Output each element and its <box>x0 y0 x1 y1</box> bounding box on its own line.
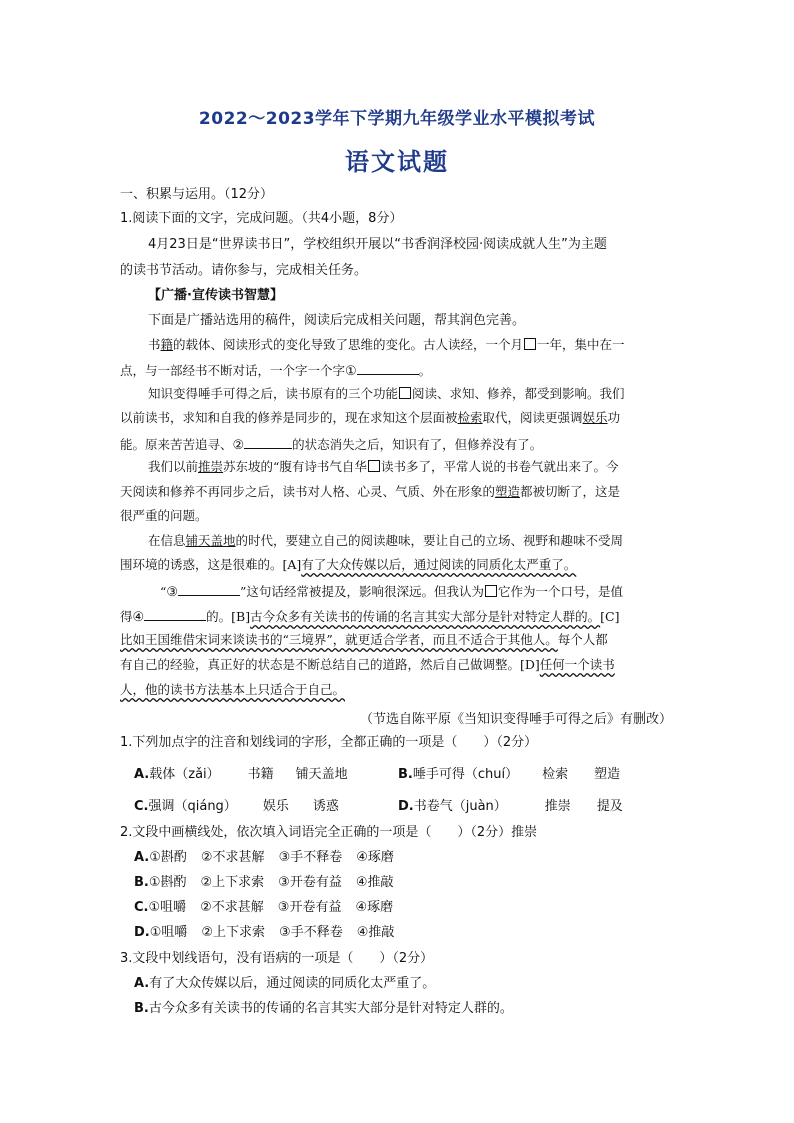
option-label: D. <box>134 925 150 940</box>
intro-text: 4月23日是“世界读书日”，学校组织开展以“书香润泽校园·阅读成就人生”为主题 <box>148 237 607 252</box>
blank-box <box>524 338 536 350</box>
option-part: 诱惑 <box>312 799 339 814</box>
fill-blank[interactable] <box>144 606 206 621</box>
option-part: ④琢磨 <box>356 850 394 865</box>
option-label: C. <box>134 799 149 814</box>
passage-text: 在信息 <box>148 533 186 548</box>
underlined-word: 塑造 <box>495 484 521 499</box>
marked-sentence: 有了大众传媒以后，通过阅读的同质化太严重了。 <box>301 557 577 572</box>
option-part: 载体（zǎi） <box>149 767 220 782</box>
marked-sentence: 人，他的读书方法基本上只适合于自己。 <box>120 682 346 697</box>
passage-text: 的状态消失之后，知识有了，但修养没有了。 <box>292 437 543 452</box>
question-stem: 2.文段中画横线处，依次填入词语完全正确的一项是（ ）（2分）推崇 <box>120 825 538 840</box>
passage-line <box>120 681 345 699</box>
passage-text: 都被切断了，这是 <box>520 484 621 499</box>
option-label: C. <box>134 900 149 915</box>
option-part: 提及 <box>596 799 623 814</box>
option-part: ②上下求索 <box>201 925 266 940</box>
marked-sentence: 比如王国维借宋词来谈读书的“三境界”，就更适合学者，而且不适合于其他人。 <box>120 632 558 647</box>
option-part: 检索 <box>542 767 569 782</box>
task-description: 下面是广播站选用的稿件，阅读后完成相关问题，帮其润色完善。 <box>148 313 526 328</box>
intro-text: 的读书节活动。请你参与，完成相关任务。 <box>120 263 368 278</box>
option-part: 塑造 <box>594 767 621 782</box>
option-c[interactable] <box>134 899 393 917</box>
blank-number: ③ <box>166 585 179 600</box>
passage-line <box>148 532 623 550</box>
question-stem: 1.下列加点字的注音和划线词的字形，全都正确的一项是（ ）（2分） <box>120 735 538 750</box>
option-part: ④推敲 <box>356 925 395 940</box>
passage-text: 围环境的诱惑，这是很难的。[A] <box>120 557 302 572</box>
option-part: ④推敲 <box>355 875 394 890</box>
passage-line <box>120 556 576 574</box>
passage-text: 点，与一部经书不断对话，一个字一个字 <box>120 363 346 378</box>
option-part: 娱乐 <box>262 799 289 814</box>
passage-line <box>120 631 608 649</box>
option-part: ②上下求索 <box>200 875 265 890</box>
underlined-word: 推崇 <box>198 459 224 474</box>
passage-line <box>120 483 620 501</box>
option-part: 强调（qiáng） <box>148 799 237 814</box>
option-label: A. <box>134 767 150 782</box>
passage-text: [C] <box>600 609 620 624</box>
passage-line <box>148 458 618 476</box>
option-part: ②不求甚解 <box>200 900 264 915</box>
passage-line <box>160 581 623 602</box>
option-text: 有了大众传媒以后，通过阅读的同质化太严重了。 <box>149 976 436 991</box>
passage-text: 读书多了，平常人说的书卷气就出来了。今 <box>380 459 619 474</box>
option-part: ②不求甚解 <box>200 850 265 865</box>
passage-text: 一年，集中在一 <box>537 337 625 352</box>
source-citation: （节选自陈平原《当知识变得唾手可得之后》有删改） <box>359 712 672 727</box>
option-label: B. <box>398 767 413 782</box>
blank-box <box>485 585 497 597</box>
passage-text: 阅读、求知、修养，都受到影响。我们 <box>412 386 625 401</box>
option-b[interactable] <box>134 874 393 892</box>
option-label: A. <box>134 976 150 991</box>
blank-number: ① <box>345 364 357 379</box>
passage-text: 能。原来苦苦追寻、 <box>120 437 233 452</box>
option-part: ③开卷有益 <box>278 875 342 890</box>
passage-text: 知识变得唾手可得之后，读书原有的三个功能 <box>148 386 399 401</box>
option-part: ①斟酌 <box>149 850 187 865</box>
subject-title: 语文试题 <box>345 148 449 176</box>
passage-text: 的时代，要建立自己的阅读趣味，要让自己的立场、视野和趣味不受周 <box>235 533 624 548</box>
option-part: ③开卷有益 <box>277 900 342 915</box>
passage-line <box>120 656 615 674</box>
option-label: B. <box>134 1001 149 1016</box>
passage-text: “ <box>160 584 167 599</box>
marked-sentence: 任何一个读书 <box>539 657 615 672</box>
fill-blank[interactable] <box>178 581 240 596</box>
passage-line <box>148 336 625 354</box>
exam-title: 2022～2023学年下学期九年级学业水平模拟考试 <box>198 109 596 129</box>
option-c[interactable] <box>134 798 339 816</box>
blank-number: ② <box>232 438 245 453</box>
passage-text: 。 <box>418 363 432 378</box>
blank-number: ④ <box>132 610 145 625</box>
passage-line <box>148 385 625 403</box>
passage-text: 每个人都 <box>557 632 608 647</box>
option-part: ①咀嚼 <box>148 900 187 915</box>
passage-text: ”这句话经常被提及，影响很深远。但我认为 <box>240 584 484 599</box>
blank-box <box>399 387 411 399</box>
fill-blank[interactable] <box>244 434 292 449</box>
passage-line <box>120 409 620 427</box>
option-part: ①斟酌 <box>148 875 187 890</box>
option-text: 古今众多有关读书的传诵的名言其实大部分是针对特定人群的。 <box>148 1001 513 1016</box>
option-part: 铺天盖地 <box>295 767 348 782</box>
question-stem: 1.阅读下面的文字，完成问题。（共4小题，8分） <box>120 211 403 226</box>
option-part: 书籍 <box>247 767 274 782</box>
task-heading: 【广播·宣传读书智慧】 <box>148 288 283 303</box>
passage-line <box>120 434 542 455</box>
question-stem: 3.文段中划线语句，没有语病的一项是（ ）（2分） <box>120 951 434 966</box>
option-d[interactable] <box>134 924 394 942</box>
option-part: 推崇 <box>544 799 571 814</box>
underlined-word: 籍 <box>160 337 174 352</box>
passage-text: 以前读书，求知和自我的修养是同步的，现在求知这个层面被 <box>120 410 458 425</box>
passage-text: 天阅读和修养不再同步之后，读书对人格、心灵、气质、外在形象的 <box>120 484 496 499</box>
option-part: 唾手可得（chuí） <box>412 767 519 782</box>
option-label: A. <box>134 850 150 865</box>
dotted-char: 书 <box>148 337 161 352</box>
option-a[interactable] <box>134 766 348 784</box>
passage-text: 取代，阅读更强调 <box>482 410 583 425</box>
option-part: 书卷气（juàn） <box>413 799 507 814</box>
option-a[interactable] <box>134 975 435 993</box>
passage-text: 功 <box>607 410 621 425</box>
option-label: B. <box>134 875 149 890</box>
passage-line: 很严重的问题。 <box>120 508 208 523</box>
option-part: ①咀嚼 <box>149 925 188 940</box>
section-heading: 一、积累与运用。（12分） <box>120 187 274 202</box>
passage-text: 的。[B] <box>206 609 251 624</box>
fill-blank[interactable] <box>357 360 419 375</box>
option-label: D. <box>398 799 414 814</box>
option-part: ③手不释卷 <box>278 850 343 865</box>
option-part: ④琢磨 <box>355 900 394 915</box>
underlined-word: 娱乐 <box>582 410 608 425</box>
underlined-word: 铺天盖地 <box>185 533 236 548</box>
option-b[interactable] <box>398 766 620 784</box>
option-a[interactable] <box>134 849 394 867</box>
passage-line <box>120 606 619 627</box>
marked-sentence: 古今众多有关读书的传诵的名言其实大部分是针对特定人群的。 <box>250 609 601 624</box>
passage-text: 的载体、阅读形式的变化导致了思维的变化。古人读经，一个月 <box>173 337 524 352</box>
passage-text: 得 <box>120 609 133 624</box>
option-d[interactable] <box>398 798 623 816</box>
option-b[interactable] <box>134 1000 513 1018</box>
underlined-word: 检索 <box>457 410 483 425</box>
passage-text: 它作为一个口号，是值 <box>497 584 623 599</box>
option-part: ③手不释卷 <box>279 925 343 940</box>
passage-text: 我们以前 <box>148 459 199 474</box>
passage-text: 有自己的经验，真正好的状态是不断总结自己的道路，然后自己做调整。[D] <box>120 657 540 672</box>
passage-text: 苏东坡的“腹有诗书气自华 <box>223 459 367 474</box>
passage-line <box>120 360 431 381</box>
blank-box <box>368 460 380 472</box>
